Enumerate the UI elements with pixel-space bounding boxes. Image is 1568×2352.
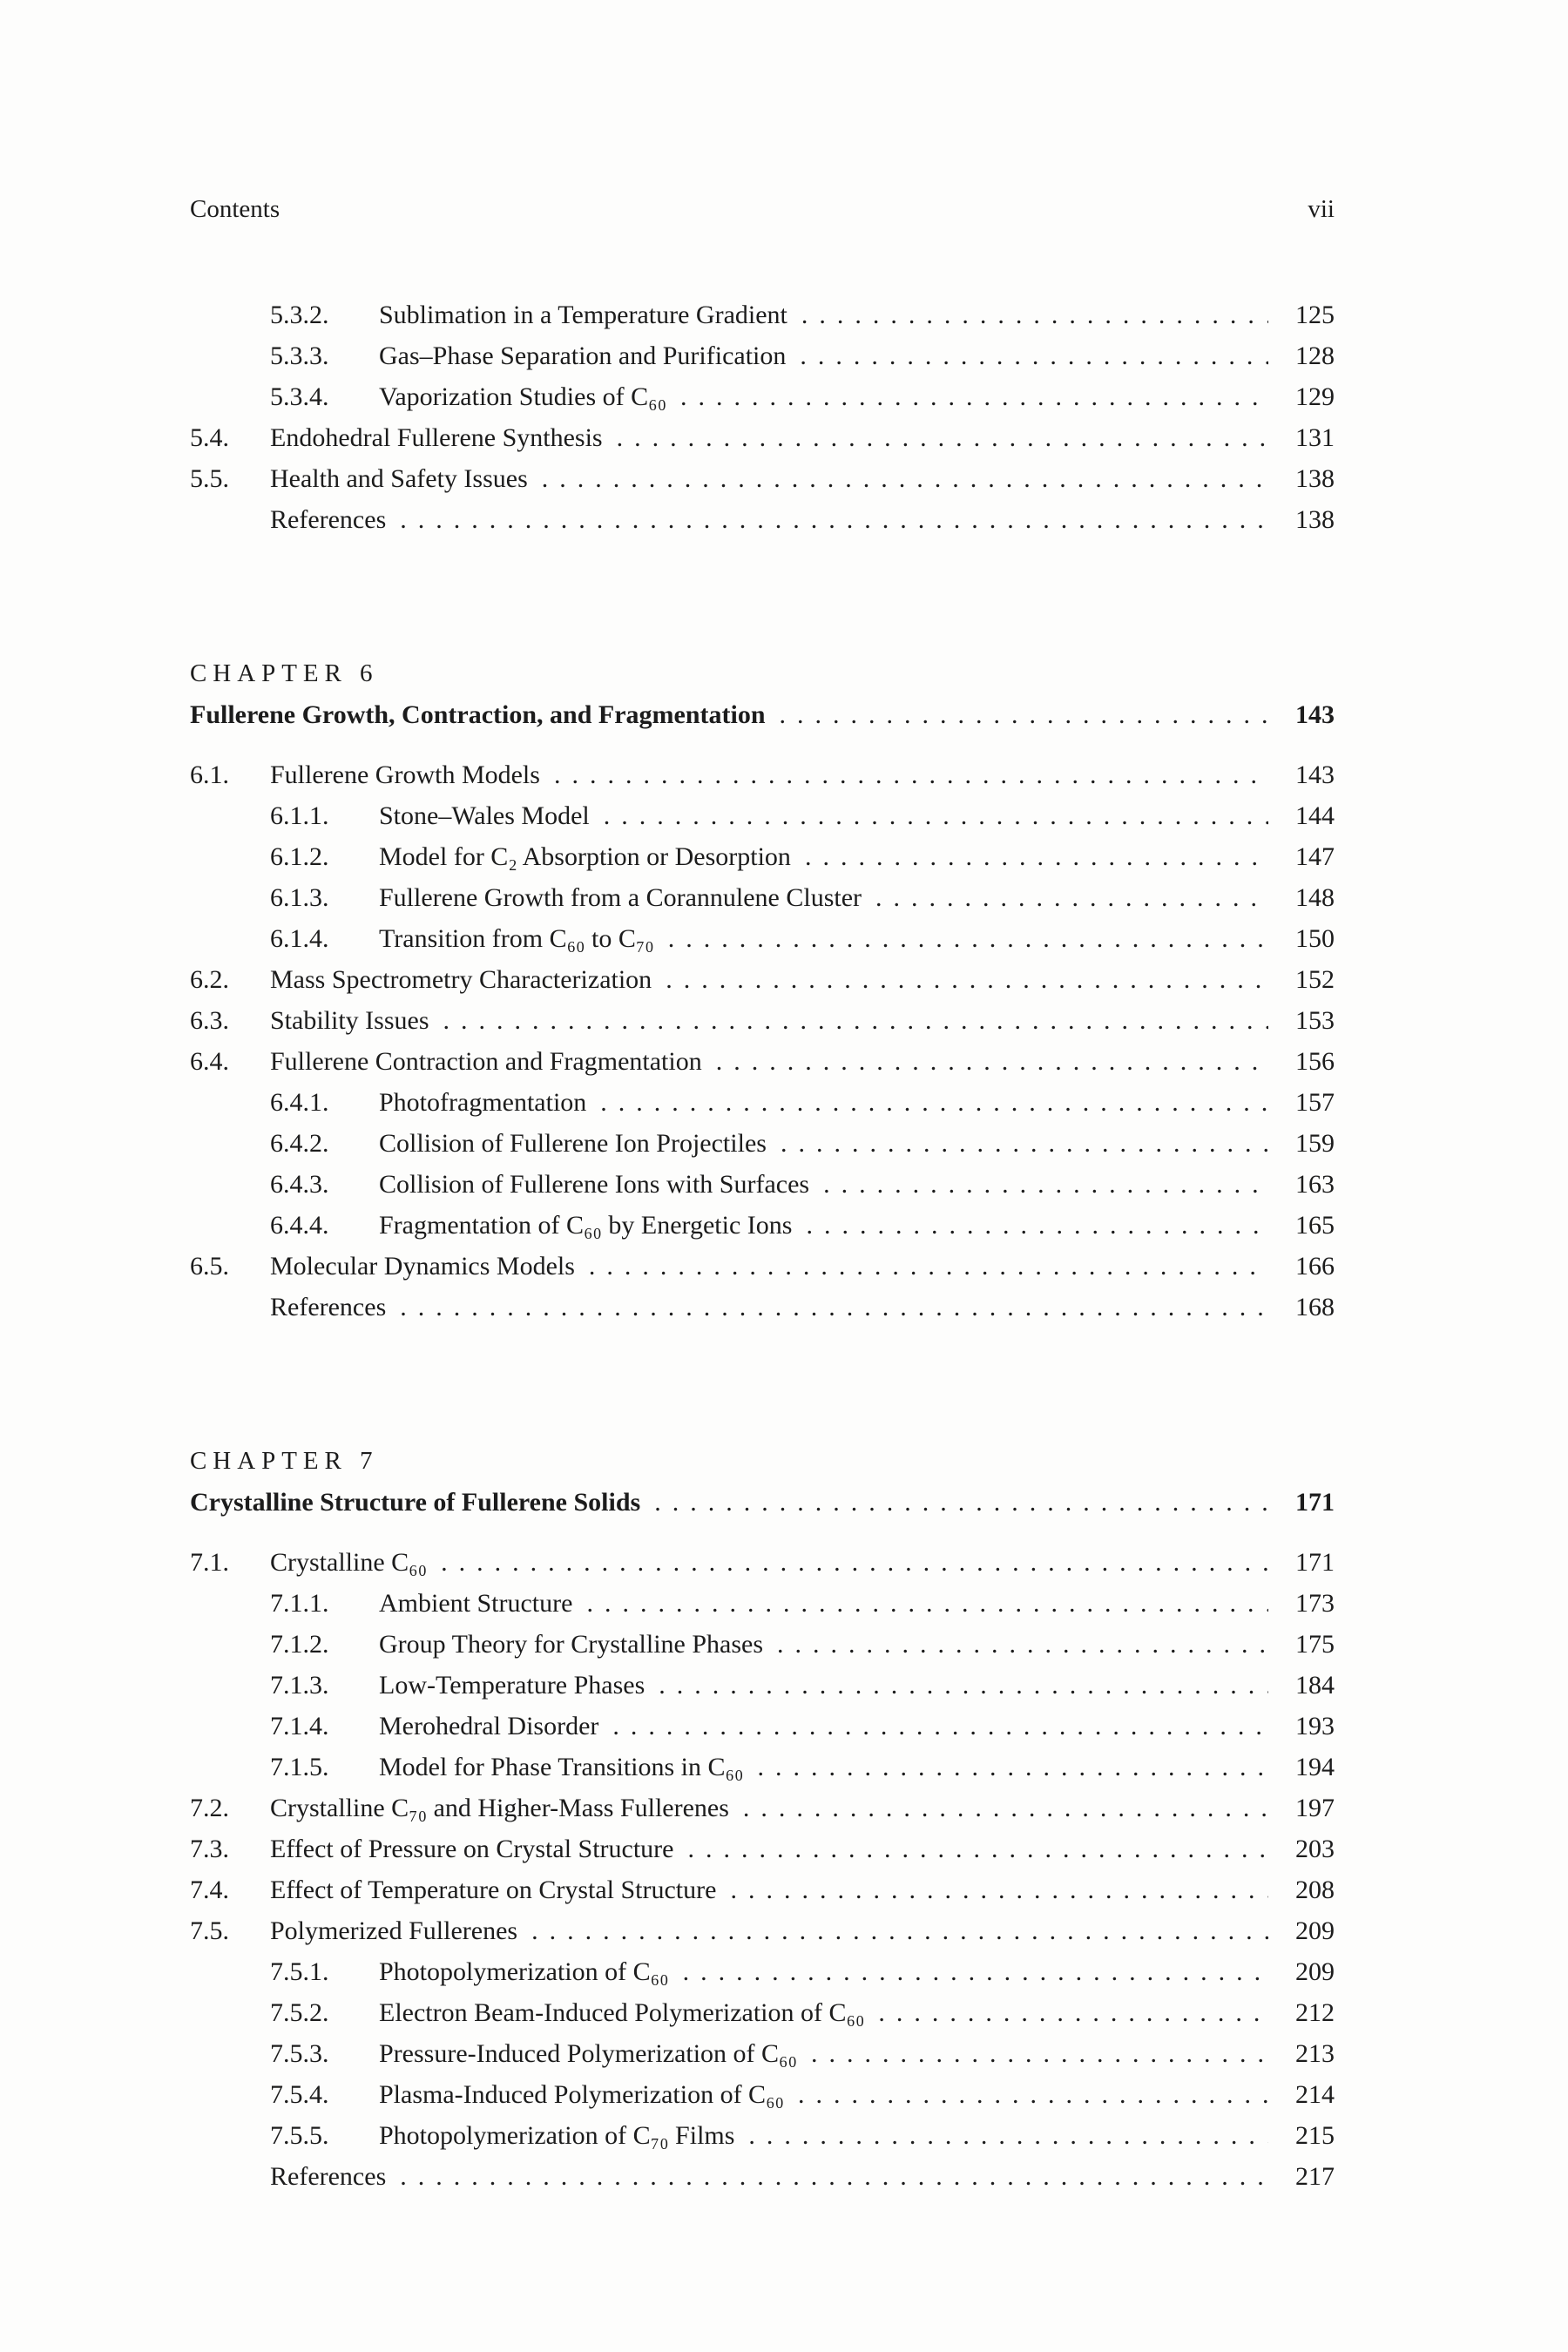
toc-entry bbox=[190, 2115, 1335, 2156]
entry-title: Fullerene Growth from a Corannulene Cluster bbox=[379, 883, 862, 912]
entry-title: Pressure-Induced Polymerization of C₆₀ bbox=[379, 2039, 797, 2068]
toc-entry bbox=[190, 1951, 1335, 1992]
entry-page-ref: 147 bbox=[1295, 842, 1335, 871]
entry-title: References bbox=[270, 1293, 387, 1321]
dot-leader bbox=[875, 877, 1268, 918]
dot-leader bbox=[748, 2115, 1268, 2156]
dot-leader bbox=[716, 1041, 1268, 1082]
entry-page-ref: 138 bbox=[1295, 464, 1335, 493]
toc-entry bbox=[190, 2074, 1335, 2115]
entry-number: 7.5. bbox=[190, 1916, 229, 1945]
entry-title: Model for C₂ Absorption or Desorption bbox=[379, 842, 791, 871]
entry-title: References bbox=[270, 2162, 387, 2191]
entry-number: 6.5. bbox=[190, 1252, 229, 1281]
entry-number: 5.3.3. bbox=[270, 341, 329, 370]
dot-leader bbox=[589, 1246, 1268, 1287]
chapter-title: Fullerene Growth, Contraction, and Fragmentation bbox=[190, 700, 766, 729]
entry-page-ref: 215 bbox=[1295, 2121, 1335, 2150]
dot-leader bbox=[806, 1205, 1268, 1246]
entry-title: Electron Beam-Induced Polymerization of C₆₀ bbox=[379, 1998, 865, 2027]
entry-title: Collision of Fullerene Ions with Surfaces bbox=[379, 1170, 810, 1199]
entry-number: 7.3. bbox=[190, 1835, 229, 1863]
entry-page-ref: 171 bbox=[1295, 1548, 1335, 1577]
entry-number: 6.1.1. bbox=[270, 801, 329, 830]
entry-title: Fullerene Contraction and Fragmentation bbox=[270, 1047, 702, 1076]
toc-entry bbox=[190, 1205, 1335, 1246]
entry-number: 7.1.5. bbox=[270, 1753, 329, 1781]
entry-page-ref: 193 bbox=[1295, 1712, 1335, 1740]
entry-title: Photopolymerization of C₇₀ Films bbox=[379, 2121, 735, 2150]
entry-page-ref: 209 bbox=[1295, 1916, 1335, 1945]
toc-entry bbox=[190, 1624, 1335, 1665]
chapter-block bbox=[190, 1441, 1335, 2197]
entry-page-ref: 214 bbox=[1295, 2080, 1335, 2109]
dot-leader bbox=[680, 376, 1268, 417]
entry-page-ref: 129 bbox=[1295, 382, 1335, 411]
entry-page-ref: 156 bbox=[1295, 1047, 1335, 1076]
toc-entry bbox=[190, 1747, 1335, 1788]
entry-number: 6.2. bbox=[190, 965, 229, 994]
entry-page-ref: 209 bbox=[1295, 1957, 1335, 1986]
entry-title: Molecular Dynamics Models bbox=[270, 1252, 575, 1281]
entry-number: 7.1. bbox=[190, 1548, 229, 1577]
entry-title: Model for Phase Transitions in C₆₀ bbox=[379, 1753, 744, 1781]
entry-title: Plasma-Induced Polymerization of C₆₀ bbox=[379, 2080, 784, 2109]
entry-title: Sublimation in a Temperature Gradient bbox=[379, 301, 787, 329]
entry-number: 7.1.2. bbox=[270, 1630, 329, 1659]
entry-number: 6.4.3. bbox=[270, 1170, 329, 1199]
toc-entry bbox=[190, 2033, 1335, 2074]
chapter-title-row bbox=[190, 1482, 1335, 1523]
page-header bbox=[190, 193, 1335, 225]
entry-title: Polymerized Fullerenes bbox=[270, 1916, 518, 1945]
entry-number: 5.4. bbox=[190, 423, 229, 452]
dot-leader bbox=[617, 417, 1268, 458]
chapter-title: Crystalline Structure of Fullerene Solids bbox=[190, 1488, 641, 1517]
dot-leader bbox=[612, 1706, 1268, 1747]
entry-number: 7.1.1. bbox=[270, 1589, 329, 1618]
toc-entry bbox=[190, 1246, 1335, 1287]
entry-number: 6.1.3. bbox=[270, 883, 329, 912]
toc-entry bbox=[190, 1041, 1335, 1082]
entry-title: Effect of Temperature on Crystal Structure bbox=[270, 1876, 717, 1904]
entry-number: 6.3. bbox=[190, 1006, 229, 1035]
toc-entry bbox=[190, 836, 1335, 877]
dot-leader bbox=[757, 1747, 1268, 1788]
folio-page-number: vii bbox=[1308, 195, 1335, 223]
entry-page-ref: 144 bbox=[1295, 801, 1335, 830]
toc-entry bbox=[190, 294, 1335, 335]
toc-entry bbox=[190, 1164, 1335, 1205]
dot-leader bbox=[798, 2074, 1268, 2115]
entry-title: Crystalline C₇₀ and Higher-Mass Fullerenes bbox=[270, 1794, 729, 1822]
toc-entry bbox=[190, 1287, 1335, 1328]
entry-page-ref: 152 bbox=[1295, 965, 1335, 994]
entry-title: Photopolymerization of C₆₀ bbox=[379, 1957, 669, 1986]
entry-page-ref: 125 bbox=[1295, 301, 1335, 329]
dot-leader bbox=[777, 1624, 1268, 1665]
dot-leader bbox=[531, 1910, 1268, 1951]
entry-page-ref: 148 bbox=[1295, 883, 1335, 912]
toc-entry bbox=[190, 1082, 1335, 1123]
toc-entry bbox=[190, 754, 1335, 795]
dot-leader bbox=[604, 795, 1268, 836]
entry-page-ref: 213 bbox=[1295, 2039, 1335, 2068]
entry-title: Transition from C₆₀ to C₇₀ bbox=[379, 924, 654, 953]
dot-leader bbox=[654, 1482, 1268, 1523]
dot-leader bbox=[668, 918, 1268, 959]
entry-title: Endohedral Fullerene Synthesis bbox=[270, 423, 603, 452]
toc-entry bbox=[190, 1706, 1335, 1747]
dot-leader bbox=[400, 1287, 1268, 1328]
entry-title: References bbox=[270, 505, 387, 534]
entry-number: 6.1.4. bbox=[270, 924, 329, 953]
running-head: Contents bbox=[190, 195, 280, 223]
entry-title: Gas–Phase Separation and Purification bbox=[379, 341, 787, 370]
entry-number: 5.5. bbox=[190, 464, 229, 493]
entry-page-ref: 163 bbox=[1295, 1170, 1335, 1199]
chapter-page-ref: 143 bbox=[1295, 700, 1335, 729]
entry-page-ref: 168 bbox=[1295, 1293, 1335, 1321]
entry-title: Stability Issues bbox=[270, 1006, 429, 1035]
toc-entry bbox=[190, 1869, 1335, 1910]
chapter-page-ref: 171 bbox=[1295, 1488, 1335, 1517]
entry-title: Mass Spectrometry Characterization bbox=[270, 965, 652, 994]
entry-page-ref: 157 bbox=[1295, 1088, 1335, 1117]
entry-page-ref: 150 bbox=[1295, 924, 1335, 953]
entry-title: Effect of Pressure on Crystal Structure bbox=[270, 1835, 674, 1863]
continued-entries-block bbox=[190, 294, 1335, 540]
dot-leader bbox=[400, 2156, 1268, 2197]
dot-leader bbox=[586, 1583, 1268, 1624]
dot-leader bbox=[781, 1123, 1268, 1164]
toc-entry bbox=[190, 376, 1335, 417]
entry-page-ref: 194 bbox=[1295, 1753, 1335, 1781]
entry-number: 7.2. bbox=[190, 1794, 229, 1822]
dot-leader bbox=[683, 1951, 1268, 1992]
dot-leader bbox=[823, 1164, 1268, 1205]
entry-number: 7.5.5. bbox=[270, 2121, 329, 2150]
entry-page-ref: 153 bbox=[1295, 1006, 1335, 1035]
entry-page-ref: 197 bbox=[1295, 1794, 1335, 1822]
dot-leader bbox=[659, 1665, 1268, 1706]
toc-entry bbox=[190, 1542, 1335, 1583]
dot-leader bbox=[801, 294, 1268, 335]
entry-page-ref: 131 bbox=[1295, 423, 1335, 452]
entry-page-ref: 128 bbox=[1295, 341, 1335, 370]
chapter-title-row bbox=[190, 694, 1335, 735]
dot-leader bbox=[600, 1082, 1268, 1123]
entry-title: Fullerene Growth Models bbox=[270, 760, 540, 789]
entry-title: Merohedral Disorder bbox=[379, 1712, 599, 1740]
toc-entry bbox=[190, 1000, 1335, 1041]
entry-number: 7.5.3. bbox=[270, 2039, 329, 2068]
toc-entry bbox=[190, 1910, 1335, 1951]
entry-page-ref: 143 bbox=[1295, 760, 1335, 789]
toc-entry bbox=[190, 1788, 1335, 1828]
dot-leader bbox=[800, 335, 1268, 376]
dot-leader bbox=[443, 1000, 1268, 1041]
entry-title: Group Theory for Crystalline Phases bbox=[379, 1630, 764, 1659]
entry-page-ref: 212 bbox=[1295, 1998, 1335, 2027]
entry-page-ref: 138 bbox=[1295, 505, 1335, 534]
entry-number: 6.4.1. bbox=[270, 1088, 329, 1117]
toc-body bbox=[190, 294, 1335, 2197]
dot-leader bbox=[780, 694, 1268, 735]
entry-title: Low-Temperature Phases bbox=[379, 1671, 645, 1700]
entry-number: 7.5.2. bbox=[270, 1998, 329, 2027]
entry-page-ref: 165 bbox=[1295, 1211, 1335, 1240]
entry-title: Health and Safety Issues bbox=[270, 464, 528, 493]
dot-leader bbox=[730, 1869, 1268, 1910]
entry-number: 6.4. bbox=[190, 1047, 229, 1076]
toc-entry bbox=[190, 335, 1335, 376]
toc-entry bbox=[190, 918, 1335, 959]
dot-leader bbox=[666, 959, 1268, 1000]
entry-number: 7.5.4. bbox=[270, 2080, 329, 2109]
toc-entry bbox=[190, 795, 1335, 836]
entry-page-ref: 159 bbox=[1295, 1129, 1335, 1158]
dot-leader bbox=[743, 1788, 1268, 1828]
toc-entry bbox=[190, 877, 1335, 918]
dot-leader bbox=[542, 458, 1268, 499]
chapter-label: CHAPTER 7 bbox=[190, 1447, 379, 1475]
toc-entry bbox=[190, 2156, 1335, 2197]
dot-leader bbox=[878, 1992, 1268, 2033]
dot-leader bbox=[554, 754, 1268, 795]
entry-page-ref: 173 bbox=[1295, 1589, 1335, 1618]
toc-entry bbox=[190, 1123, 1335, 1164]
entry-title: Stone–Wales Model bbox=[379, 801, 590, 830]
entry-title: Vaporization Studies of C₆₀ bbox=[379, 382, 667, 411]
entry-number: 6.1. bbox=[190, 760, 229, 789]
entry-page-ref: 217 bbox=[1295, 2162, 1335, 2191]
dot-leader bbox=[400, 499, 1268, 540]
entry-title: Crystalline C₆₀ bbox=[270, 1548, 428, 1577]
entry-number: 5.3.2. bbox=[270, 301, 329, 329]
toc-entry bbox=[190, 959, 1335, 1000]
entry-number: 6.4.2. bbox=[270, 1129, 329, 1158]
entry-number: 7.4. bbox=[190, 1876, 229, 1904]
entry-title: Ambient Structure bbox=[379, 1589, 573, 1618]
toc-entry bbox=[190, 417, 1335, 458]
toc-entry bbox=[190, 1992, 1335, 2033]
entry-number: 5.3.4. bbox=[270, 382, 329, 411]
entry-number: 6.4.4. bbox=[270, 1211, 329, 1240]
entry-page-ref: 175 bbox=[1295, 1630, 1335, 1659]
entry-page-ref: 208 bbox=[1295, 1876, 1335, 1904]
dot-leader bbox=[811, 2033, 1268, 2074]
chapter-label: CHAPTER 6 bbox=[190, 659, 379, 687]
entry-page-ref: 184 bbox=[1295, 1671, 1335, 1700]
dot-leader bbox=[441, 1542, 1268, 1583]
toc-entry bbox=[190, 458, 1335, 499]
toc-entry bbox=[190, 1583, 1335, 1624]
toc-entry bbox=[190, 1665, 1335, 1706]
entry-page-ref: 166 bbox=[1295, 1252, 1335, 1281]
entry-title: Photofragmentation bbox=[379, 1088, 587, 1117]
entry-number: 7.5.1. bbox=[270, 1957, 329, 1986]
entry-page-ref: 203 bbox=[1295, 1835, 1335, 1863]
entry-number: 7.1.4. bbox=[270, 1712, 329, 1740]
entry-title: Collision of Fullerene Ion Projectiles bbox=[379, 1129, 767, 1158]
toc-entry bbox=[190, 499, 1335, 540]
toc-entry bbox=[190, 1828, 1335, 1869]
chapter-block bbox=[190, 653, 1335, 1328]
entry-title: Fragmentation of C₆₀ by Energetic Ions bbox=[379, 1211, 793, 1240]
dot-leader bbox=[805, 836, 1268, 877]
entry-number: 7.1.3. bbox=[270, 1671, 329, 1700]
entry-number: 6.1.2. bbox=[270, 842, 329, 871]
dot-leader bbox=[688, 1828, 1269, 1869]
